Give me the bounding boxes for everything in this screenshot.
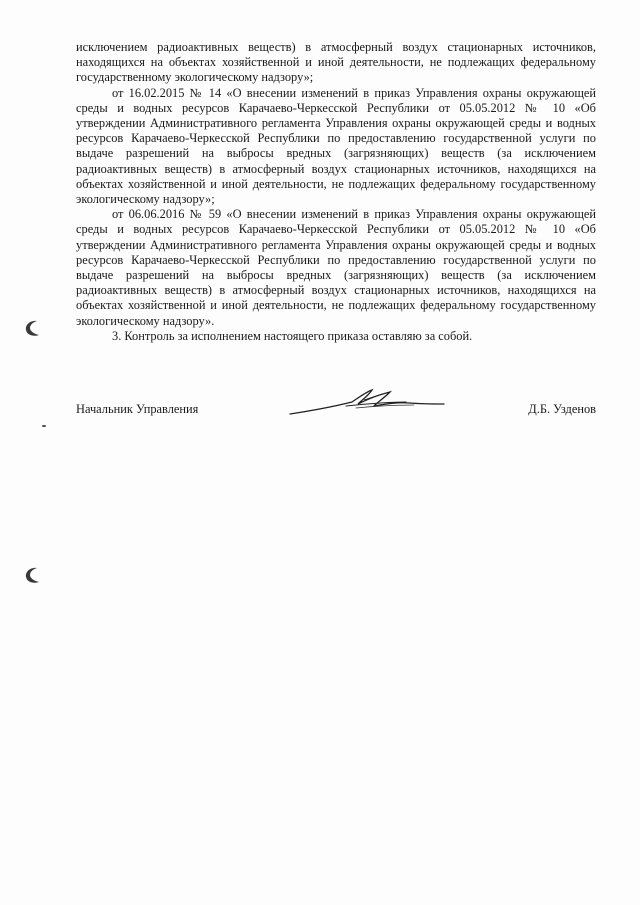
signature-row: [76, 402, 596, 422]
paragraph-control-clause: 3. Контроль за исполнением настоящего приказа оставляю за собой.: [112, 328, 473, 343]
paragraph-order-14: от 16.02.2015 № 14 «О внесении изменений в приказ Управления охраны окружающей среды и водных ресурсов Карачаево-Черкесской Республики от 05.05.2012 № 10 «Об утверждении Административного регламента Управления охраны окружающей среды и водных ресурсов Карачаево-Черкесской Республики по предоставлению государственной услуги по выдаче разрешений на выбросы вредных (загрязняющих) веществ (за исключением радиоактивных веществ) в атмосферный воздух стационарных источников, находящихся на объектах хозяйственной и иной деятельности, не подлежащих федеральному государственному экологическому надзору»;: [76, 85, 596, 207]
document-body: [76, 40, 596, 344]
signer-position: Начальник Управления: [76, 402, 199, 416]
binder-hole-mark: [22, 564, 44, 586]
paragraph-continuation: исключением радиоактивных веществ) в атмосферный воздух стационарных источников, находящихся на объектах хозяйственной и иной деятельности, не подлежащих федеральному государственному экологическому надзору»;: [76, 40, 596, 85]
handwritten-signature: [286, 388, 446, 422]
paragraph-order-59: от 06.06.2016 № 59 «О внесении изменений в приказ Управления охраны окружающей среды и водных ресурсов Карачаево-Черкесской Республики от 05.05.2012 № 10 «Об утверждении Административного регламента Управления охраны окружающей среды и водных ресурсов Карачаево-Черкесской Республики по предоставлению государственной услуги по выдаче разрешений на выбросы вредных (загрязняющих) веществ (за исключением радиоактивных веществ) в атмосферный воздух стационарных источников, находящихся на объектах хозяйственной и иной деятельности, не подлежащих федеральному государственному экологическому надзору».: [76, 207, 596, 328]
scan-speck: [42, 425, 46, 427]
signer-name: Д.Б. Узденов: [528, 402, 596, 416]
binder-hole-mark: [22, 317, 44, 339]
